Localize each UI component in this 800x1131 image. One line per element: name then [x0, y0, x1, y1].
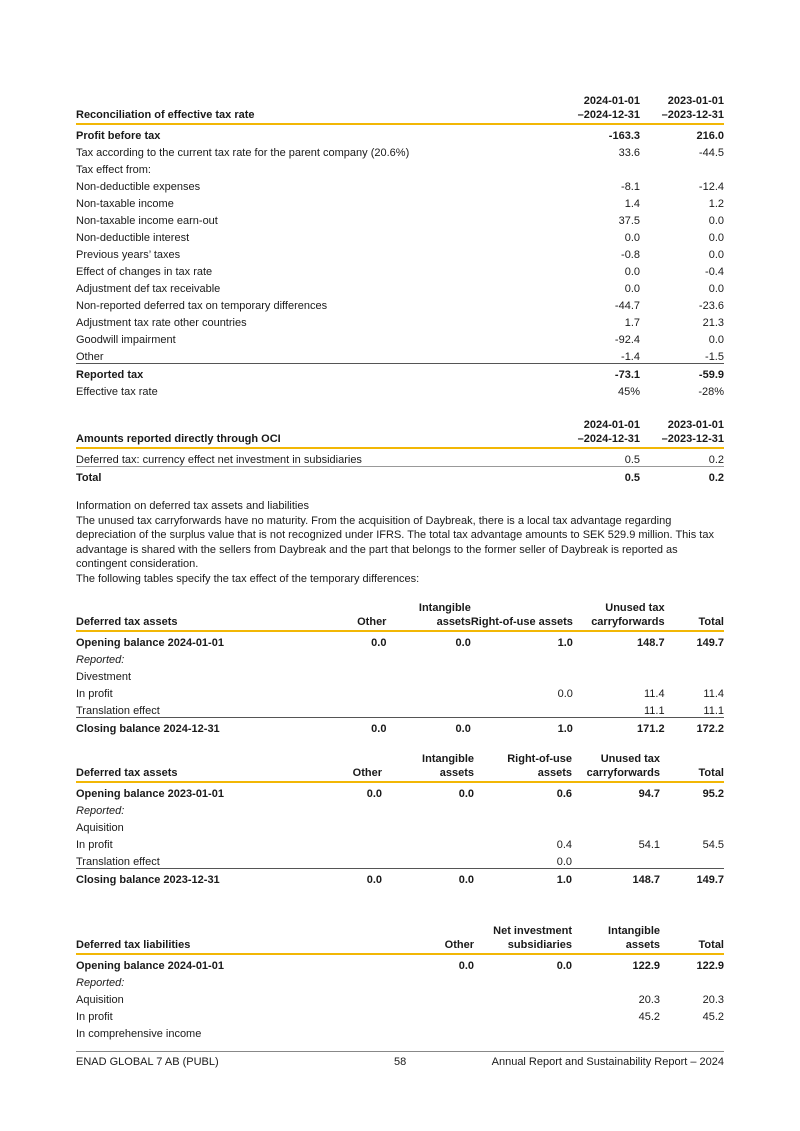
table-row: In profit 45.2 45.2 [76, 1011, 724, 1023]
table-row: Reported tax -73.1 -59.9 [76, 364, 724, 382]
info-body: The unused tax carryforwards have no maturity. From the acquisition of Daybreak, there is a local tax advantage regarding depreciation of the surplus value that is not recognized under IFRS. The total tax advantage amounts to SEK 529.9 million. This tax advantage is shared with the sellers from Daybreak and the part that belongs to the former seller of Daybreak is reported as contingent consideration. [76, 514, 714, 570]
table-row: In profit 0.4 54.1 54.5 [76, 839, 724, 851]
table-row: Deferred tax: currency effect net investment in subsidiaries 0.5 0.2 [76, 448, 724, 467]
table-row: Non-taxable income 1.4 1.2 [76, 198, 724, 210]
table-row: Effective tax rate 45% -28% [76, 386, 724, 398]
col-net-investment: Net investment subsidiaries [474, 924, 572, 954]
table-row: Adjustment def tax receivable 0.0 0.0 [76, 283, 724, 295]
page-footer [76, 1051, 724, 1068]
oci-title: Amounts reported directly through OCI [76, 418, 522, 448]
oci-col1-header: 2024-01-01 –2024-12-31 [522, 418, 640, 448]
dtl-2024-title: Deferred tax liabilities [76, 924, 392, 954]
col-total: Total [665, 601, 724, 631]
col-rou: Right-of-use assets [471, 601, 573, 631]
recon-title: Reconciliation of effective tax rate [76, 94, 522, 124]
recon-table [76, 94, 724, 398]
dta-2024-table [76, 601, 724, 735]
col-intangible: Intangible assets [572, 924, 660, 954]
info-intro: The following tables specify the tax effect of the temporary differences: [76, 572, 420, 585]
table-row: Non-reported deferred tax on temporary differences -44.7 -23.6 [76, 300, 724, 312]
table-row: Translation effect 0.0 [76, 856, 572, 868]
info-section [76, 499, 726, 586]
dta-2024-title: Deferred tax assets [76, 601, 285, 631]
oci-col2-header: 2023-01-01 –2023-12-31 [640, 418, 724, 448]
table-row: Tax according to the current tax rate for the parent company (20.6%) 33.6 -44.5 [76, 147, 724, 159]
table-row: Other -1.4 -1.5 [76, 351, 724, 363]
table-row: Opening balance 2024-01-01 0.0 0.0 1.0 148.7 149.7 [76, 637, 724, 649]
col-rou: Right-of-use assets [474, 752, 572, 782]
col-other: Other [392, 924, 474, 954]
col-total: Total [660, 752, 724, 782]
table-row: Closing balance 2023-12-31 0.0 0.0 1.0 148.7 149.7 [76, 869, 724, 887]
oci-table [76, 418, 724, 484]
col-intangible: Intangible assets [382, 752, 474, 782]
table-row: Non-deductible expenses -8.1 -12.4 [76, 181, 724, 193]
dta-2023-header [76, 752, 724, 782]
col-other: Other [286, 752, 382, 782]
table-row: Non-taxable income earn-out 37.5 0.0 [76, 215, 724, 227]
table-row: Adjustment tax rate other countries 1.7 21.3 [76, 317, 724, 329]
table-row: Aquisition 20.3 20.3 [76, 994, 724, 1006]
table-row: Closing balance 2024-12-31 0.0 0.0 1.0 171.2 172.2 [76, 718, 724, 736]
table-row: Goodwill impairment -92.4 0.0 [76, 334, 724, 346]
col-total: Total [660, 924, 724, 954]
table-row: Total 0.5 0.2 [76, 472, 724, 484]
table-row: Reported: [76, 654, 125, 666]
table-row: Translation effect 11.1 11.1 [76, 705, 724, 717]
table-row: Non-deductible interest 0.0 0.0 [76, 232, 724, 244]
table-row: Previous years’ taxes -0.8 0.0 [76, 249, 724, 261]
recon-header [76, 94, 724, 124]
oci-header [76, 418, 724, 448]
info-heading: Information on deferred tax assets and liabilities [76, 500, 309, 512]
table-row: Divestment [76, 671, 132, 683]
table-row: Tax effect from: [76, 164, 151, 176]
recon-col1-header: 2024-01-01 –2024-12-31 [522, 94, 640, 124]
col-unused: Unused tax carryforwards [573, 601, 665, 631]
table-row: In profit 0.0 11.4 11.4 [76, 688, 724, 700]
table-row: Aquisition [76, 822, 124, 834]
table-row: In comprehensive income [76, 1028, 202, 1040]
dtl-2024-header [76, 924, 724, 954]
recon-col2-header: 2023-01-01 –2023-12-31 [640, 94, 724, 124]
dta-2023-title: Deferred tax assets [76, 752, 286, 782]
footer-page-number: 58 [394, 1056, 407, 1068]
col-intangible: Intangible assets [386, 601, 470, 631]
table-row: Reported: [76, 977, 125, 989]
table-row: Opening balance 2024-01-01 0.0 0.0 122.9 122.9 [76, 960, 724, 972]
dta-2024-header [76, 601, 724, 631]
table-row: Opening balance 2023-01-01 0.0 0.0 0.6 94.7 95.2 [76, 788, 724, 800]
dta-2023-table [76, 752, 724, 886]
dtl-2024-table [76, 924, 724, 1040]
table-row: Effect of changes in tax rate 0.0 -0.4 [76, 266, 724, 278]
footer-company: ENAD GLOBAL 7 AB (PUBL) [76, 1056, 219, 1068]
footer-report-title: Annual Report and Sustainability Report – 2024 [491, 1056, 724, 1068]
table-row: Profit before tax -163.3 216.0 [76, 130, 724, 142]
table-row: Reported: [76, 805, 125, 817]
col-unused: Unused tax carryforwards [572, 752, 660, 782]
col-other: Other [285, 601, 387, 631]
